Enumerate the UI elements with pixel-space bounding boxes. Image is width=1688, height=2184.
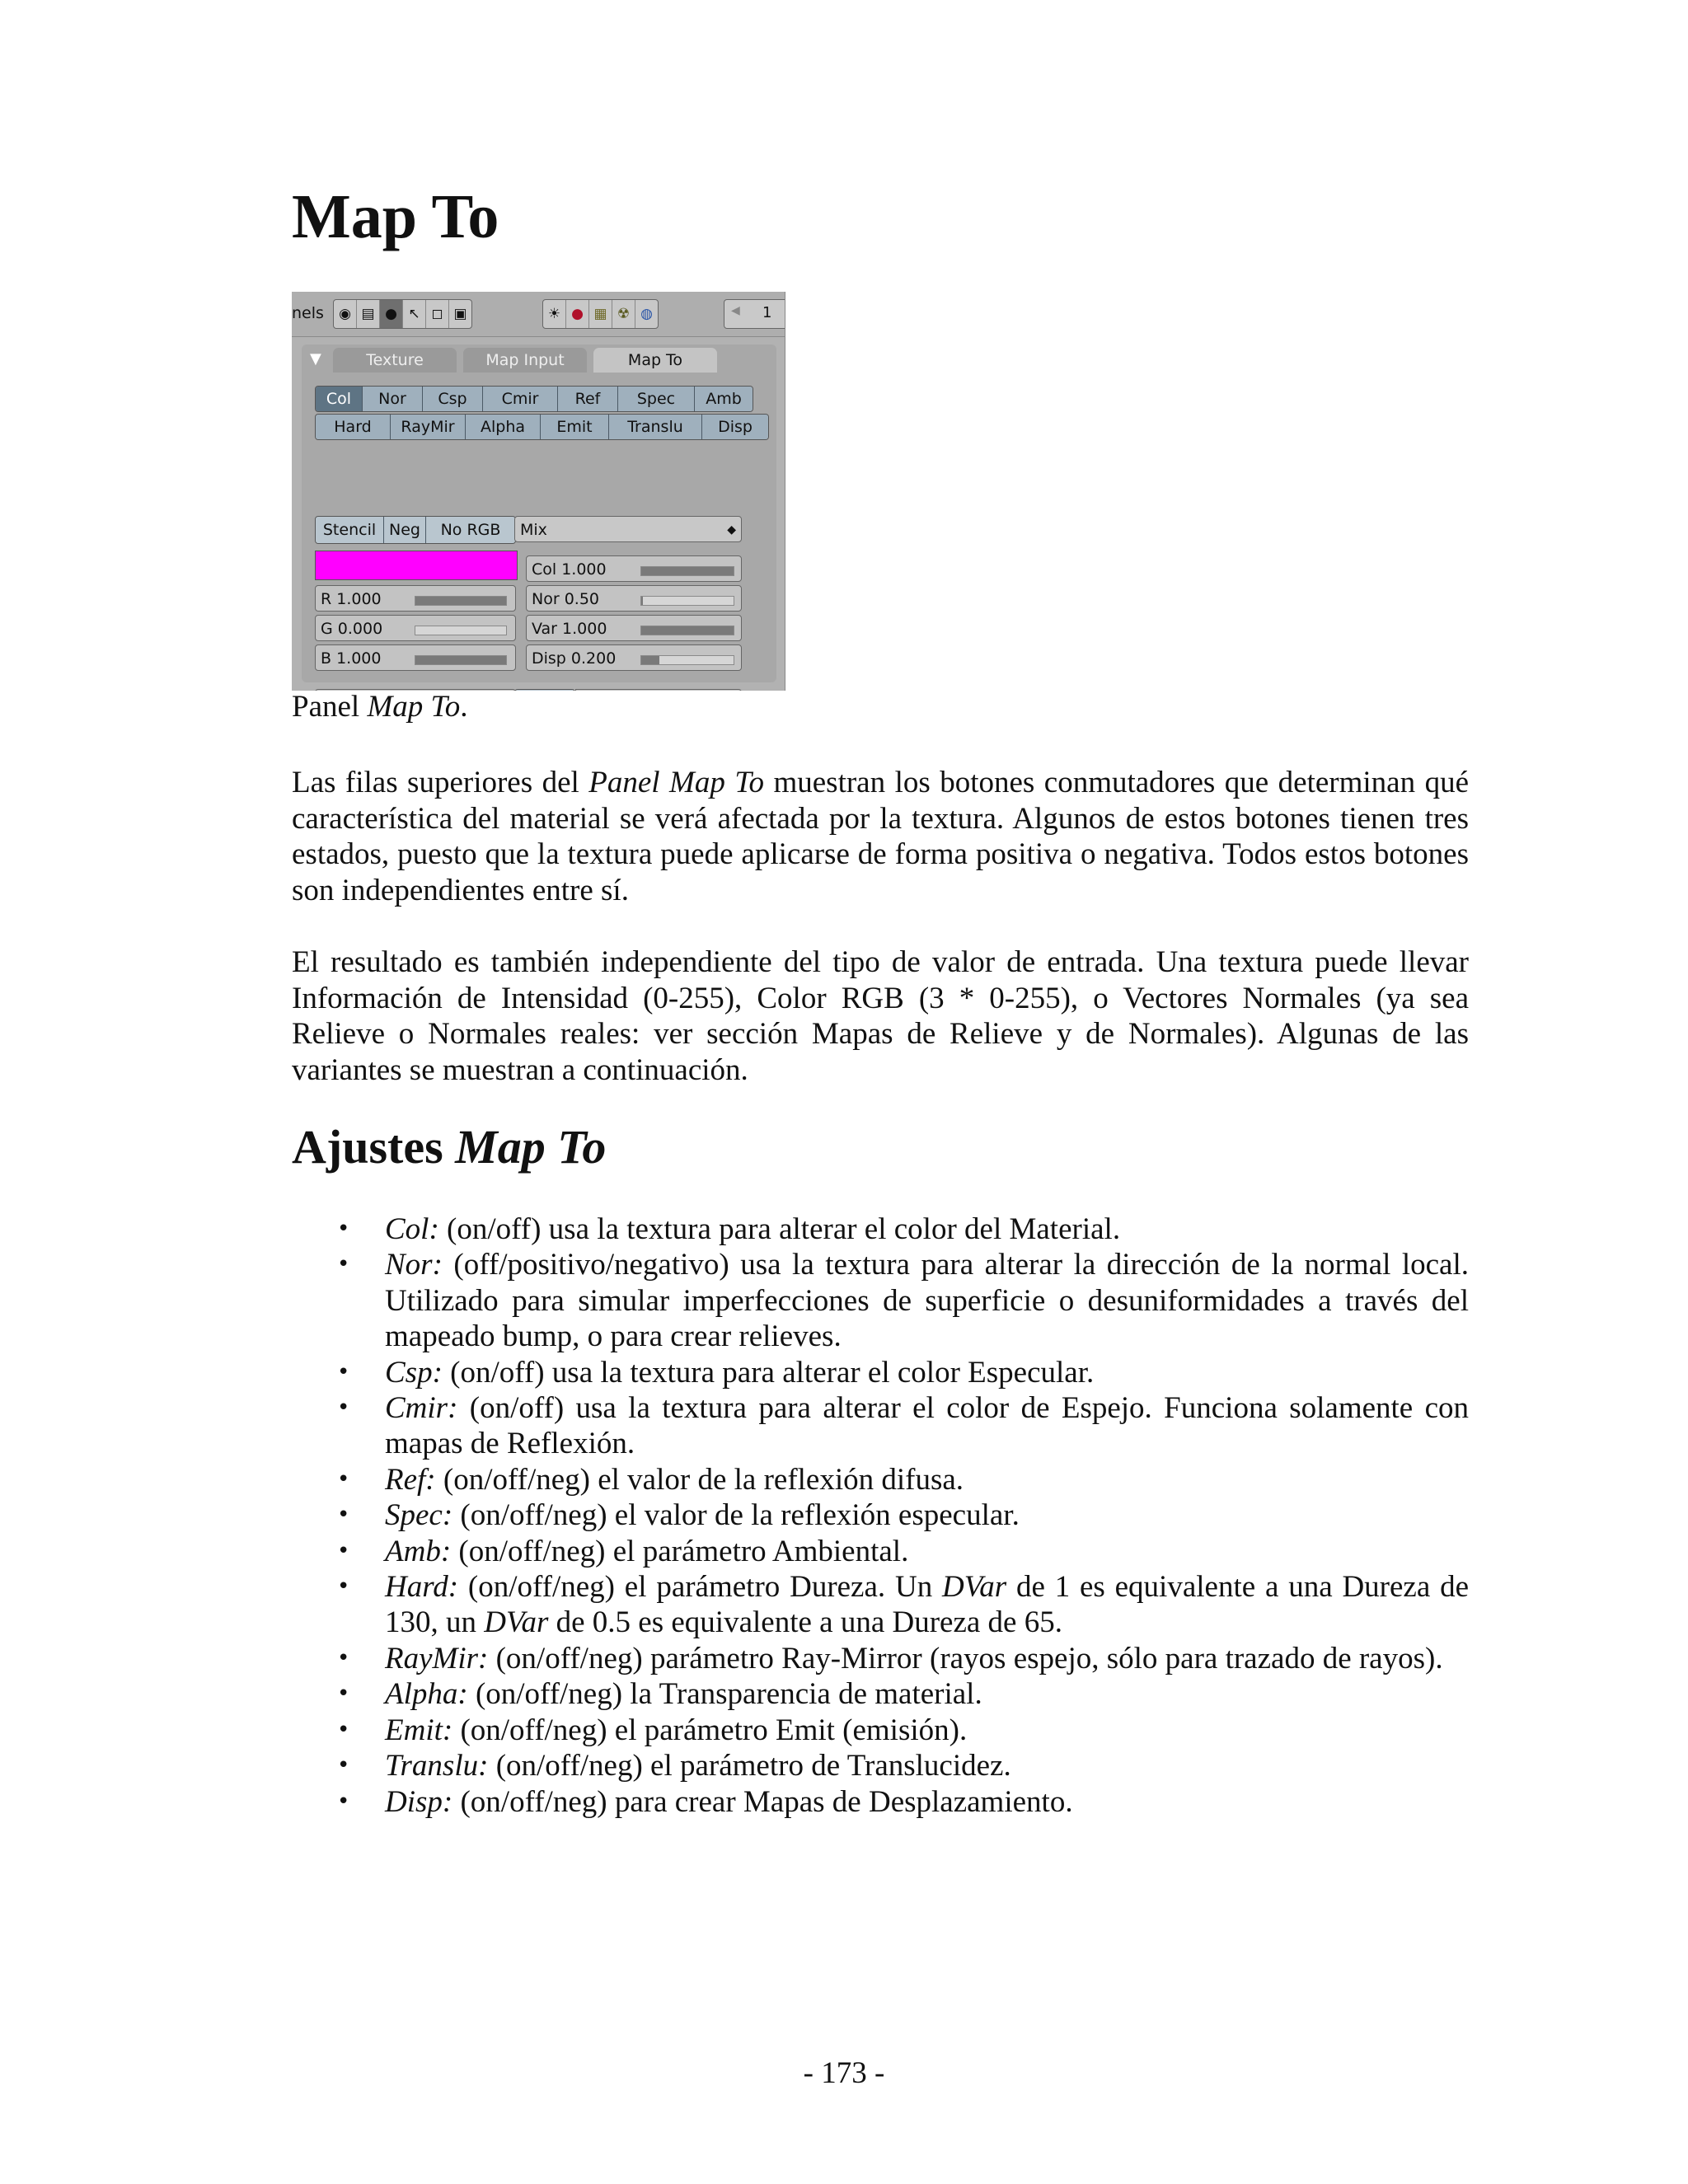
map-to-row-2 (315, 414, 769, 440)
amb-toggle[interactable]: Amb (695, 387, 753, 411)
list-item: • Nor: (off/positivo/negativo) usa la textura para alterar la dirección de la normal local. Utilizado para simular imperfecciones de superficie o desuniformidades a través del mapeado bump, o para crear relieves. (337, 1248, 1469, 1354)
page-number: - 173 - (803, 2056, 885, 2090)
bullet-icon: • (337, 1359, 350, 1385)
nor-toggle[interactable]: Nor (363, 387, 423, 411)
list-item: • RayMir: (on/off/neg) parámetro Ray-Mirror (rayos espejo, sólo para trazado de rayos). (337, 1641, 1443, 1675)
neg-toggle[interactable]: Neg (384, 517, 426, 543)
raymir-toggle[interactable]: RayMir (391, 415, 466, 439)
shading-subcontext-buttons (542, 299, 659, 329)
panel-header (292, 292, 785, 337)
list-item: • Ref: (on/off/neg) el valor de la reflexión difusa. (337, 1462, 964, 1497)
section-heading: Ajustes Map To (292, 1120, 607, 1174)
collapse-triangle-icon[interactable]: ▼ (310, 350, 321, 368)
translu-toggle[interactable]: Translu (609, 415, 702, 439)
disp-toggle[interactable]: Disp (702, 415, 768, 439)
bullet-icon: • (337, 1574, 350, 1600)
map-to-panel-screenshot (292, 292, 785, 691)
bullet-icon: • (337, 1502, 350, 1528)
b-label: B 1.000 (321, 649, 382, 668)
dropdown-arrows-icon: ◆ (727, 523, 736, 537)
stencil-toggle[interactable]: Stencil (316, 517, 384, 543)
blend-mode-value: Mix (520, 521, 547, 539)
blend-mode-select[interactable] (514, 516, 742, 542)
tab-map-input[interactable]: Map Input (463, 348, 587, 373)
bullet-icon: • (337, 1466, 350, 1492)
frame-number: 1 (762, 304, 772, 321)
bullet-icon: • (337, 1645, 350, 1671)
logic-icon[interactable]: ◉ (334, 300, 357, 328)
list-item: • Cmir: (on/off) usa la textura para alterar el color de Espejo. Funciona solamente con mapas de Reflexión. (337, 1391, 1469, 1461)
r-slider[interactable] (315, 585, 516, 612)
left-arrow-icon: ◀ (731, 304, 740, 317)
editing-icon[interactable]: ◻ (426, 300, 449, 328)
col-toggle[interactable]: Col (316, 387, 363, 411)
map-to-panel (302, 344, 776, 682)
list-item: • Disp: (on/off/neg) para crear Mapas de Desplazamiento. (337, 1784, 1073, 1819)
col-slider[interactable] (526, 555, 742, 582)
col-label: Col 1.000 (532, 560, 607, 579)
hard-toggle[interactable]: Hard (316, 415, 391, 439)
csp-toggle[interactable]: Csp (423, 387, 483, 411)
world-icon[interactable]: ◍ (640, 306, 653, 322)
g-label: G 0.000 (321, 620, 383, 638)
script-icon[interactable]: ▤ (357, 300, 380, 328)
page-title: Map To (292, 182, 499, 251)
bullet-icon: • (337, 1788, 350, 1814)
var-slider[interactable] (526, 615, 742, 641)
r-label: R 1.000 (321, 590, 382, 608)
texture-icon[interactable]: ▦ (589, 300, 612, 328)
b-slider[interactable] (315, 644, 516, 671)
nor-label: Nor 0.50 (532, 590, 599, 608)
frame-number-field[interactable] (724, 299, 785, 329)
list-item: • Col: (on/off) usa la textura para alterar el color del Material. (337, 1212, 1121, 1246)
bullet-icon: • (337, 1395, 350, 1421)
stencil-group (315, 516, 516, 544)
figure-caption: Panel Map To. (292, 690, 468, 724)
list-item: • Translu: (on/off/neg) el parámetro de Translucidez. (337, 1749, 1011, 1783)
list-item: • Hard: (on/off/neg) el parámetro Dureza. Un DVar de 1 es equivalente a una Dureza de 130, un DVar de 0.5 es equivalente a una Dureza de 65. (337, 1570, 1469, 1640)
fac-slider[interactable] (575, 689, 742, 691)
spec-toggle[interactable]: Spec (618, 387, 695, 411)
disp-slider[interactable] (526, 644, 742, 671)
object-icon[interactable]: ↖ (403, 300, 426, 328)
tab-map-to[interactable]: Map To (593, 348, 717, 373)
settings-list (292, 1212, 1469, 1820)
context-buttons (333, 299, 472, 329)
tab-texture[interactable]: Texture (333, 348, 457, 373)
scene-icon[interactable]: ▣ (453, 306, 467, 322)
nor-slider[interactable] (526, 585, 742, 612)
no-rgb-toggle[interactable]: No RGB (426, 517, 515, 543)
panel-tabs (302, 344, 776, 376)
shading-icon[interactable]: ● (380, 300, 403, 328)
paragraph-2: El resultado es también independiente del tipo de valor de entrada. Una textura puede llevar Información de Intensidad (0-255), Color RGB (3 * 0-255), o Vectores Normales (ya sea Relieve o Normales reales: ver sección Mapas de Relieve y de Normales). Algunas de las variantes se muestran a continuación. (292, 945, 1469, 1087)
header-label: nels (292, 304, 324, 322)
warp-toggle[interactable] (515, 690, 574, 691)
radiosity-icon[interactable]: ☢ (612, 300, 635, 328)
var-label: Var 1.000 (532, 620, 607, 638)
bullet-icon: • (337, 1681, 350, 1707)
cmir-toggle[interactable]: Cmir (483, 387, 558, 411)
list-item: • Csp: (on/off) usa la textura para alterar el color Especular. (337, 1355, 1095, 1390)
ref-toggle[interactable]: Ref (558, 387, 618, 411)
bullet-icon: • (337, 1252, 350, 1277)
disp-label: Disp 0.200 (532, 649, 617, 668)
material-icon[interactable]: ● (566, 300, 589, 328)
bullet-icon: • (337, 1717, 350, 1742)
paragraph-1: Las filas superiores del Panel Map To muestran los botones conmutadores que determinan qué característica del material se verá afectada por la textura. Algunos de estos botones tienen tres estados, puesto que la textura puede aplicarse de forma positiva o negativa. Todos estos botones son independientes entre sí. (292, 766, 1469, 907)
alpha-toggle[interactable]: Alpha (466, 415, 541, 439)
g-slider[interactable] (315, 615, 516, 641)
list-item: • Spec: (on/off/neg) el valor de la reflexión especular. (337, 1498, 1020, 1533)
bullet-icon: • (337, 1753, 350, 1779)
list-item: • Emit: (on/off/neg) el parámetro Emit (emisión). (337, 1713, 968, 1747)
list-item: • Amb: (on/off/neg) el parámetro Ambiental. (337, 1534, 909, 1568)
map-to-row-1 (315, 386, 753, 412)
color-swatch[interactable] (315, 551, 518, 580)
lamp-icon[interactable]: ☀ (543, 300, 566, 328)
bullet-icon: • (337, 1216, 350, 1241)
warp-group (514, 689, 575, 691)
bullet-icon: • (337, 1538, 350, 1563)
list-item: • Alpha: (on/off/neg) la Transparencia de material. (337, 1677, 982, 1712)
emit-toggle[interactable]: Emit (541, 415, 609, 439)
